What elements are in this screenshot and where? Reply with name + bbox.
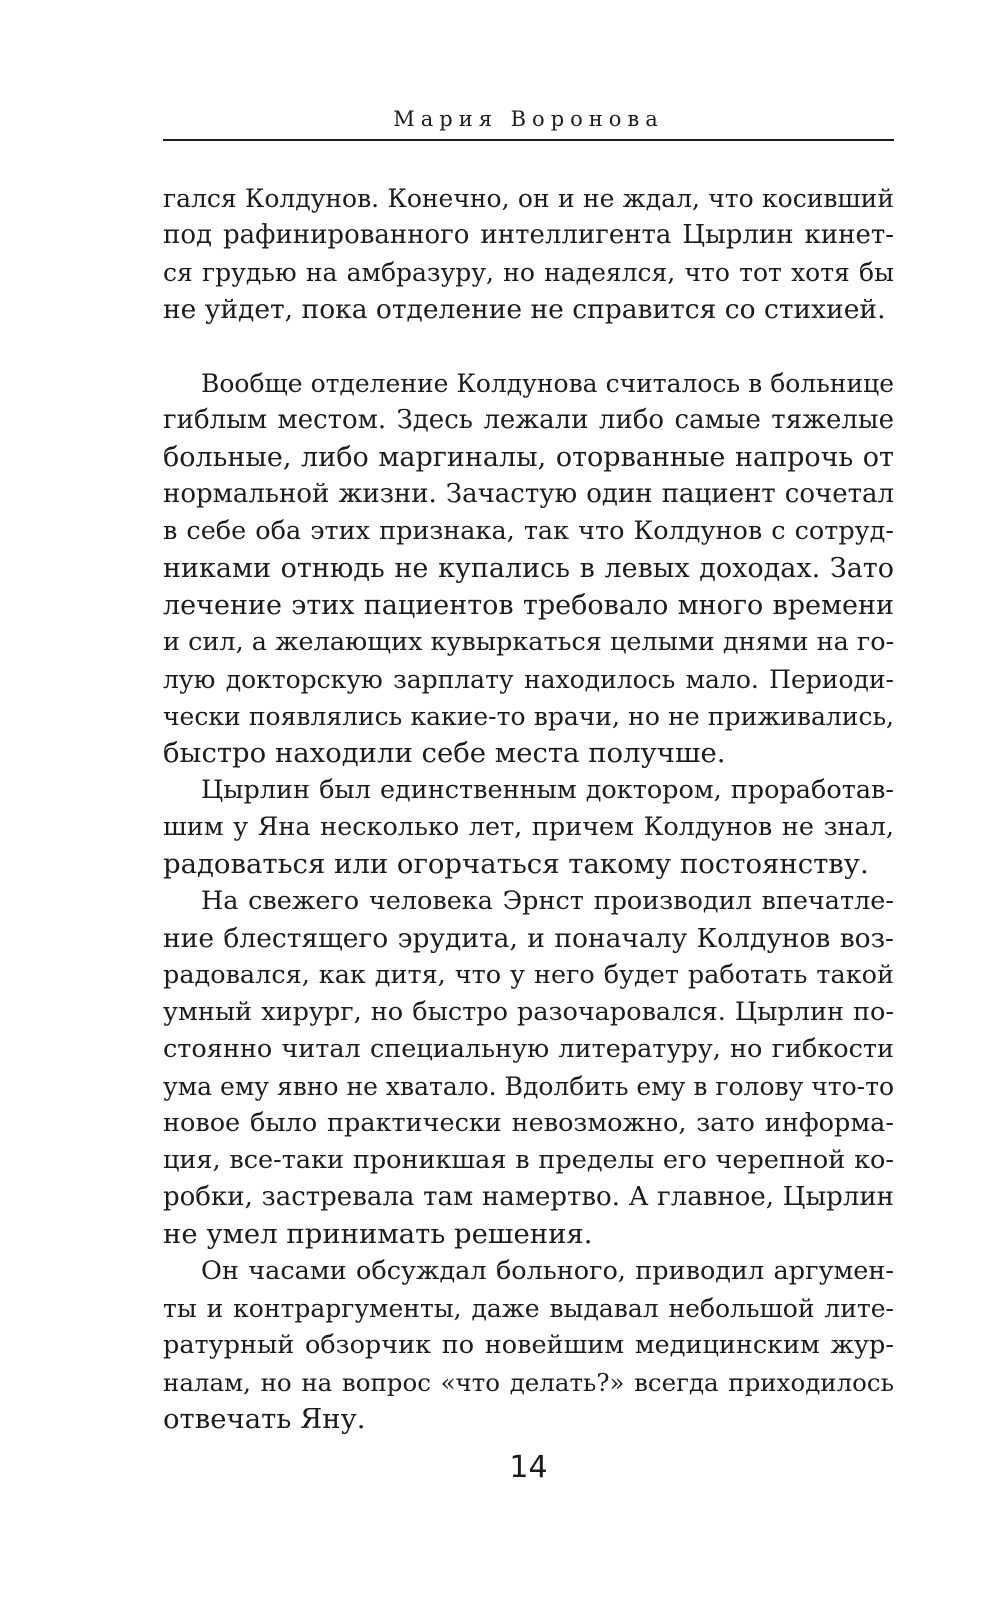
body-text xyxy=(163,180,894,1438)
paragraph-4 xyxy=(163,883,894,1253)
text-line: стоянно читал специальную литературу, но гибкости xyxy=(163,1034,894,1064)
text-line: ты и контраргументы, даже выдавал небольшой лите- xyxy=(163,1294,894,1323)
text-line: ция, все-таки проникшая в пределы его черепной ко- xyxy=(163,1145,894,1175)
paragraph-1 xyxy=(163,180,894,328)
text-line: робки, застревала там намертво. А главное, Цырлин xyxy=(163,1182,894,1212)
text-line: отвечать Яну. xyxy=(163,1403,366,1435)
text-line: ся грудью на амбразуру, но надеялся, что тот хотя бы xyxy=(163,258,894,287)
text-line: гиблым местом. Здесь лежали либо самые тяжелые xyxy=(163,405,894,435)
text-line: ратурный обзорчик по новейшим медицинским жур- xyxy=(163,1330,894,1360)
text-line: Вообще отделение Колдунова считалось в больнице xyxy=(201,369,894,398)
paragraph-2 xyxy=(163,365,894,772)
text-line: под рафинированного интеллигента Цырлин кинет- xyxy=(163,220,894,250)
text-line: больные, либо маргиналы, оторванные напрочь от xyxy=(163,442,894,473)
text-line: радоваться или огорчаться такому постоянству. xyxy=(163,848,869,880)
text-line: чески появлялись какие-то врачи, но не приживались, xyxy=(163,702,894,731)
text-line: нормальной жизни. Зачастую один пациент сочетал xyxy=(163,479,894,509)
text-line: Цырлин был единственным доктором, проработав- xyxy=(201,775,894,805)
page-number: 14 xyxy=(509,1450,548,1485)
text-line: ума ему явно не хватало. Вдолбить ему в голову что-то xyxy=(163,1072,894,1101)
text-line: лечение этих пациентов требовало много времени xyxy=(163,590,894,621)
text-line: и сил, а желающих кувыркаться целыми днями на го- xyxy=(163,627,895,657)
text-line: гался Колдунов. Конечно, он и не ждал, что косивший xyxy=(163,184,894,213)
running-head-author: Мария Воронова xyxy=(393,107,664,131)
text-line: На свежего человека Эрнст производил впечатле- xyxy=(201,886,894,916)
text-line: быстро находили себе места получше. xyxy=(163,737,726,769)
header-rule xyxy=(163,139,894,141)
text-line: налам, но на вопрос «что делать?» всегда приходилось xyxy=(163,1368,894,1397)
paragraph-3 xyxy=(163,772,894,883)
paragraph-5 xyxy=(163,1253,894,1438)
text-line: радовался, как дитя, что у него будет работать такой xyxy=(163,960,894,990)
text-line: никами отнюдь не купались в левых доходах. Зато xyxy=(163,553,894,584)
text-line: лую докторскую зарплату находилось мало. Периоди- xyxy=(163,665,894,694)
text-line: Он часами обсуждал больного, приводил аргумен- xyxy=(201,1256,894,1286)
text-line: в себе оба этих признака, так что Колдунов с сотруд- xyxy=(163,516,894,546)
section-gap xyxy=(163,328,894,365)
text-line: новое было практически невозможно, зато информа- xyxy=(163,1108,894,1138)
text-line: шим у Яна несколько лет, причем Колдунов не знал, xyxy=(163,812,894,842)
text-line: умный хирург, но быстро разочаровался. Цырлин по- xyxy=(163,997,894,1027)
text-line: не умел принимать решения. xyxy=(163,1218,593,1250)
text-line: ние блестящего эрудита, и поначалу Колдунов воз- xyxy=(163,923,894,954)
text-line: не уйдет, пока отделение не справится со стихией. xyxy=(163,294,886,325)
